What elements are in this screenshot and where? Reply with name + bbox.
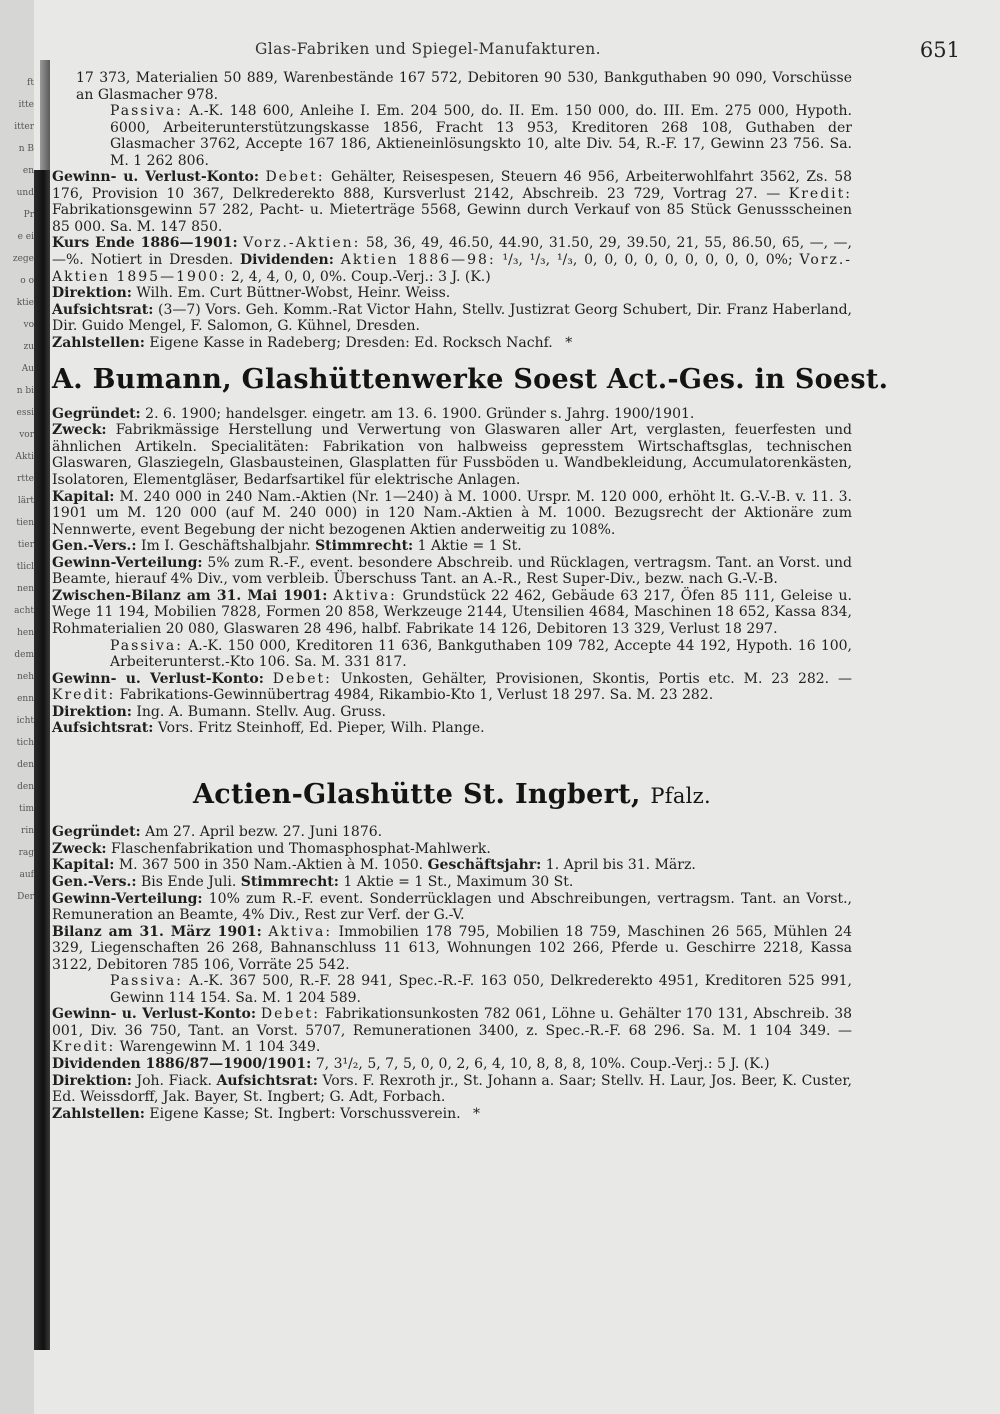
page-body <box>52 70 889 1122</box>
adjacent-page-fragment: zu <box>23 342 34 352</box>
adjacent-page-fragment: Akti <box>15 452 34 462</box>
purpose-paragraph: Zweck: Fabrikmässige Herstellung und Verwertung von Glaswaren aller Art, verglasten, feuerfesten und ähnlichen Artikeln. Specialitäten: Fabrikation von halbweiss gepresstem Wirtschaftsglas, technischen Glaswaren, Glasziegeln, Glasbausteinen, Glasplatten für Fussböden u. Wandbekleidung, Accumulatorenkästen, Isolatoren, Elementgläser, Bedarfsartikel für elektrische Anlagen. <box>52 422 853 489</box>
dividends-paragraph: Dividenden 1886/87—1900/1901: 7, 3¹/₂, 5, 7, 5, 0, 0, 2, 6, 4, 10, 8, 8, 8, 10%. Coup.-Verj.: 5 J. (K.) <box>52 1055 770 1072</box>
section-bumann <box>52 364 889 737</box>
company-heading-st-ingbert: Actien-Glashütte St. Ingbert, Pfalz. <box>192 778 712 810</box>
board-paragraph: Direktion: Joh. Fiack. Aufsichtsrat: Vors. F. Rexroth jr., St. Johann a. Saar; Stellv. H. Laur, Jos. Beer, K. Custer, Ed. Weissdorff, Jak. Bayer, St. Ingbert; G. Adt, Forbach. <box>52 1072 853 1106</box>
section-continued-entry <box>52 70 852 351</box>
adjacent-page-fragment: ktie <box>16 298 34 308</box>
general-meeting-paragraph: Gen.-Vers.: Im I. Geschäftshalbjahr. Stimmrecht: 1 Aktie = 1 St. <box>52 538 522 555</box>
profit-loss-paragraph: Gewinn- u. Verlust-Konto: Debet: Unkosten, Gehälter, Provisionen, Skontis, Portis etc. M. 23 282. — Kredit: Fabrikations-Gewinnübertrag 4984, Rikambio-Kto 1, Verlust 18 297. Sa. M. 23 282. <box>52 670 853 704</box>
adjacent-page-fragment: neh <box>17 672 34 682</box>
adjacent-page-fragment: tien <box>16 518 34 528</box>
adjacent-page-fragment: und <box>16 188 34 198</box>
adjacent-page-fragment: Pr <box>23 210 34 220</box>
adjacent-page-fragment: den <box>17 760 34 770</box>
adjacent-page-fragment: en <box>22 166 34 176</box>
founded-paragraph: Gegründet: Am 27. April bezw. 27. Juni 1876. <box>52 824 383 841</box>
interim-balance-paragraph: Zwischen-Bilanz am 31. Mai 1901: Aktiva: Grundstück 22 462, Gebäude 63 217, Öfen 85 111, Geleise u. Wege 11 194, Mobilien 7828, Formen 20 858, Werkzeuge 2144, Utensilien 4684, Maschinen 18 652, Kassa 834, Rohmaterialien 20 080, Glaswaren 28 496, halbf. Fabrikate 14 126, Debitoren 13 329, Verlust 18 297. <box>52 587 852 637</box>
page-number: 651 <box>919 38 960 62</box>
board-paragraph: Direktion: Ing. A. Bumann. Stellv. Aug. Gruss. <box>52 703 386 720</box>
adjacent-page-fragment: dem <box>14 650 34 660</box>
adjacent-page-fragment: Au <box>21 364 34 374</box>
adjacent-page-fragment: Der <box>17 892 34 902</box>
heading-place: Pfalz. <box>650 783 712 808</box>
founded-paragraph: Gegründet: 2. 6. 1900; handelsger. eingetr. am 13. 6. 1900. Gründer s. Jahrg. 1900/1901. <box>52 405 695 422</box>
end-asterisk: * <box>473 1105 481 1122</box>
adjacent-page-fragment: vor <box>19 430 34 440</box>
profit-loss-paragraph: Gewinn- u. Verlust-Konto: Debet: Fabrikationsunkosten 782 061, Löhne u. Gehälter 170 131, Abschreib. 38 001, Div. 36 750, Tant. an Vorst. 5707, Remunerationen 3400, z. Spec.-R.-F. 68 296. Sa. M. 1 104 349. — Kredit: Warengewinn M. 1 104 349. <box>52 1006 853 1056</box>
adjacent-page-fragment: n B <box>18 144 34 154</box>
adjacent-page-fragment: ft <box>27 78 34 88</box>
company-heading-bumann: A. Bumann, Glashüttenwerke Soest Act.-Ges. in Soest. <box>52 364 889 396</box>
adjacent-page-fragment: o o <box>20 276 34 286</box>
adjacent-page-fragment: vo <box>23 320 34 330</box>
adjacent-page-fragment: itte <box>18 100 34 110</box>
paying-agents-paragraph: Zahlstellen: Eigene Kasse in Radeberg; Dresden: Ed. Rocksch Nachf. * <box>52 334 573 351</box>
section-st-ingbert <box>52 778 853 1122</box>
binding-shadow-top <box>40 60 50 170</box>
purpose-paragraph: Zweck: Flaschenfabrikation und Thomasphosphat-Mahlwerk. <box>52 840 491 857</box>
adjacent-page-fragment: den <box>17 782 34 792</box>
passiva-paragraph: Passiva: A.-K. 367 500, R.-F. 28 941, Spec.-R.-F. 163 050, Delkrederekto 4951, Kreditoren 525 991, Gewinn 114 154. Sa. M. 1 204 589. <box>110 973 852 1006</box>
adjacent-page-fragment: enn <box>17 694 34 704</box>
adjacent-page-fragment: tich <box>16 738 34 748</box>
adjacent-page-fragment: rin <box>21 826 34 836</box>
adjacent-page-fragment: essi <box>16 408 34 418</box>
page-header <box>60 38 960 62</box>
profit-loss-paragraph: Gewinn- u. Verlust-Konto: Debet: Gehälter, Reisespesen, Steuern 46 956, Arbeiterwohlfahrt 3562, Zs. 58 176, Provision 10 367, Delkrederekto 888, Kursverlust 2142, Abschreib. 23 729, Vortrag 27. — Kredit: Fabrikationsgewinn 57 282, Pacht- u. Mieterträge 5568, Gewinn durch Verkauf von 85 Stück Genussscheinen 85 000. Sa. M. 147 850. <box>52 169 853 235</box>
end-asterisk: * <box>565 334 573 351</box>
price-history-paragraph: Kurs Ende 1886—1901: Vorz.-Aktien: 58, 36, 49, 46.50, 44.90, 31.50, 29, 39.50, 21, 55, 86.50, 65, —, —, —%. Notiert in Dresden. Dividenden: Aktien 1886—98: ¹/₃, ¹/₃, ¹/₃, 0, 0, 0, 0, 0, 0, 0, 0, 0, 0%; Vorz.-Aktien 1895—1900: 2, 4, 4, 0, 0, 0%. Coup.-Verj.: 3 J. (K.) <box>52 235 853 285</box>
adjacent-page-fragment: acht <box>14 606 34 616</box>
passiva-paragraph: Passiva: A.-K. 150 000, Kreditoren 11 636, Bankguthaben 109 782, Accepte 44 192, Hypoth. 16 100, Arbeiterunterst.-Kto 106. Sa. M. 331 817. <box>110 637 852 671</box>
balance-paragraph: Bilanz am 31. März 1901: Aktiva: Immobilien 178 795, Mobilien 18 759, Maschinen 26 565, Mühlen 24 329, Liegenschaften 26 268, Bahnanschluss 11 613, Wohnungen 102 266, Pferde u. Geschirre 2218, Kassa 3122, Debitoren 785 106, Vorräte 25 542. <box>52 923 853 973</box>
adjacent-page-fragment: nen <box>17 584 34 594</box>
paying-agents-paragraph: Zahlstellen: Eigene Kasse; St. Ingbert: Vorschussverein. * <box>52 1105 481 1122</box>
adjacent-page-fragment: tier <box>17 540 34 550</box>
adjacent-page-fragment: e ei <box>17 232 34 242</box>
general-meeting-paragraph: Gen.-Vers.: Bis Ende Juli. Stimmrecht: 1 Aktie = 1 St., Maximum 30 St. <box>52 873 574 890</box>
adjacent-page-fragment: rag <box>18 848 34 858</box>
adjacent-page-edge <box>0 0 34 1414</box>
binding-gutter <box>34 170 50 1350</box>
supervisory-board-paragraph: Aufsichtsrat: Vors. Fritz Steinhoff, Ed. Pieper, Wilh. Plange. <box>52 720 485 737</box>
adjacent-page-fragment: itter <box>14 122 34 132</box>
passiva-paragraph: Passiva: A.-K. 148 600, Anleihe I. Em. 204 500, do. II. Em. 150 000, do. III. Em. 275 000, Hypoth. 6000, Arbeiterunterstützungskasse 1856, Fracht 13 953, Kreditoren 268 108, Guthaben der Glasmacher 3762, Accepte 167 186, Aktieneinlösungskto 10, alte Div. 54, R.-F. 17, Gewinn 23 756. Sa. M. 1 262 806. <box>110 103 852 169</box>
supervisory-board-paragraph: Aufsichtsrat: (3—7) Vors. Geh. Komm.-Rat Victor Hahn, Stellv. Justizrat Georg Schubert, Dir. Franz Haberland, Dir. Guido Mengel, F. Salomon, G. Kühnel, Dresden. <box>52 301 852 335</box>
profit-distribution-paragraph: Gewinn-Verteilung: 5% zum R.-F., event. besondere Abschreib. und Rücklagen, vertragsm. Tant. an Vorst. und Beamte, hierauf 4% Div., vom verbleib. Überschuss Tant. an A.-R., Rest Super-Div., bezw. nach G.-V.-B. <box>52 554 853 588</box>
adjacent-page-fragment: icht <box>16 716 34 726</box>
adjacent-page-fragment: tim <box>18 804 34 814</box>
adjacent-page-fragment: hen <box>17 628 34 638</box>
adjacent-page-fragment: rtte <box>17 474 34 484</box>
adjacent-page-fragment: auf <box>19 870 34 880</box>
balance-continuation: 17 373, Materialien 50 889, Warenbestände 167 572, Debitoren 90 530, Bankguthaben 90 090, Vorschüsse an Glasmacher 978. <box>76 70 852 103</box>
adjacent-page-fragment: zege <box>12 254 34 264</box>
profit-distribution-paragraph: Gewinn-Verteilung: 10% zum R.-F. event. Sonderrücklagen und Abschreibungen, vertragsm. Tant. an Vorst., Remuneration an Beamte, 4% Div., Rest zur Verf. der G.-V. <box>52 890 852 924</box>
capital-paragraph: Kapital: M. 367 500 in 350 Nam.-Aktien à M. 1050. Geschäftsjahr: 1. April bis 31. März. <box>52 857 696 874</box>
running-head: Glas-Fabriken und Spiegel-Manufakturen. <box>255 40 602 58</box>
adjacent-page-fragment: lärt <box>17 496 34 506</box>
adjacent-page-fragment: n bi <box>16 386 34 396</box>
adjacent-page-fragment: tlicl <box>16 562 34 572</box>
capital-paragraph: Kapital: M. 240 000 in 240 Nam.-Aktien (Nr. 1—240) à M. 1000. Urspr. M. 120 000, erhöht lt. G.-V.-B. v. 11. 3. 1901 um M. 120 000 (auf M. 240 000) in 120 Nam.-Aktien à M. 1000. Bezugsrecht der Aktionäre zum Nennwerte, event Begebung der nicht bezogenen Aktien anderweitig zu 108%. <box>52 488 852 538</box>
board-paragraph: Direktion: Wilh. Em. Curt Büttner-Wobst, Heinr. Weiss. <box>52 285 451 302</box>
